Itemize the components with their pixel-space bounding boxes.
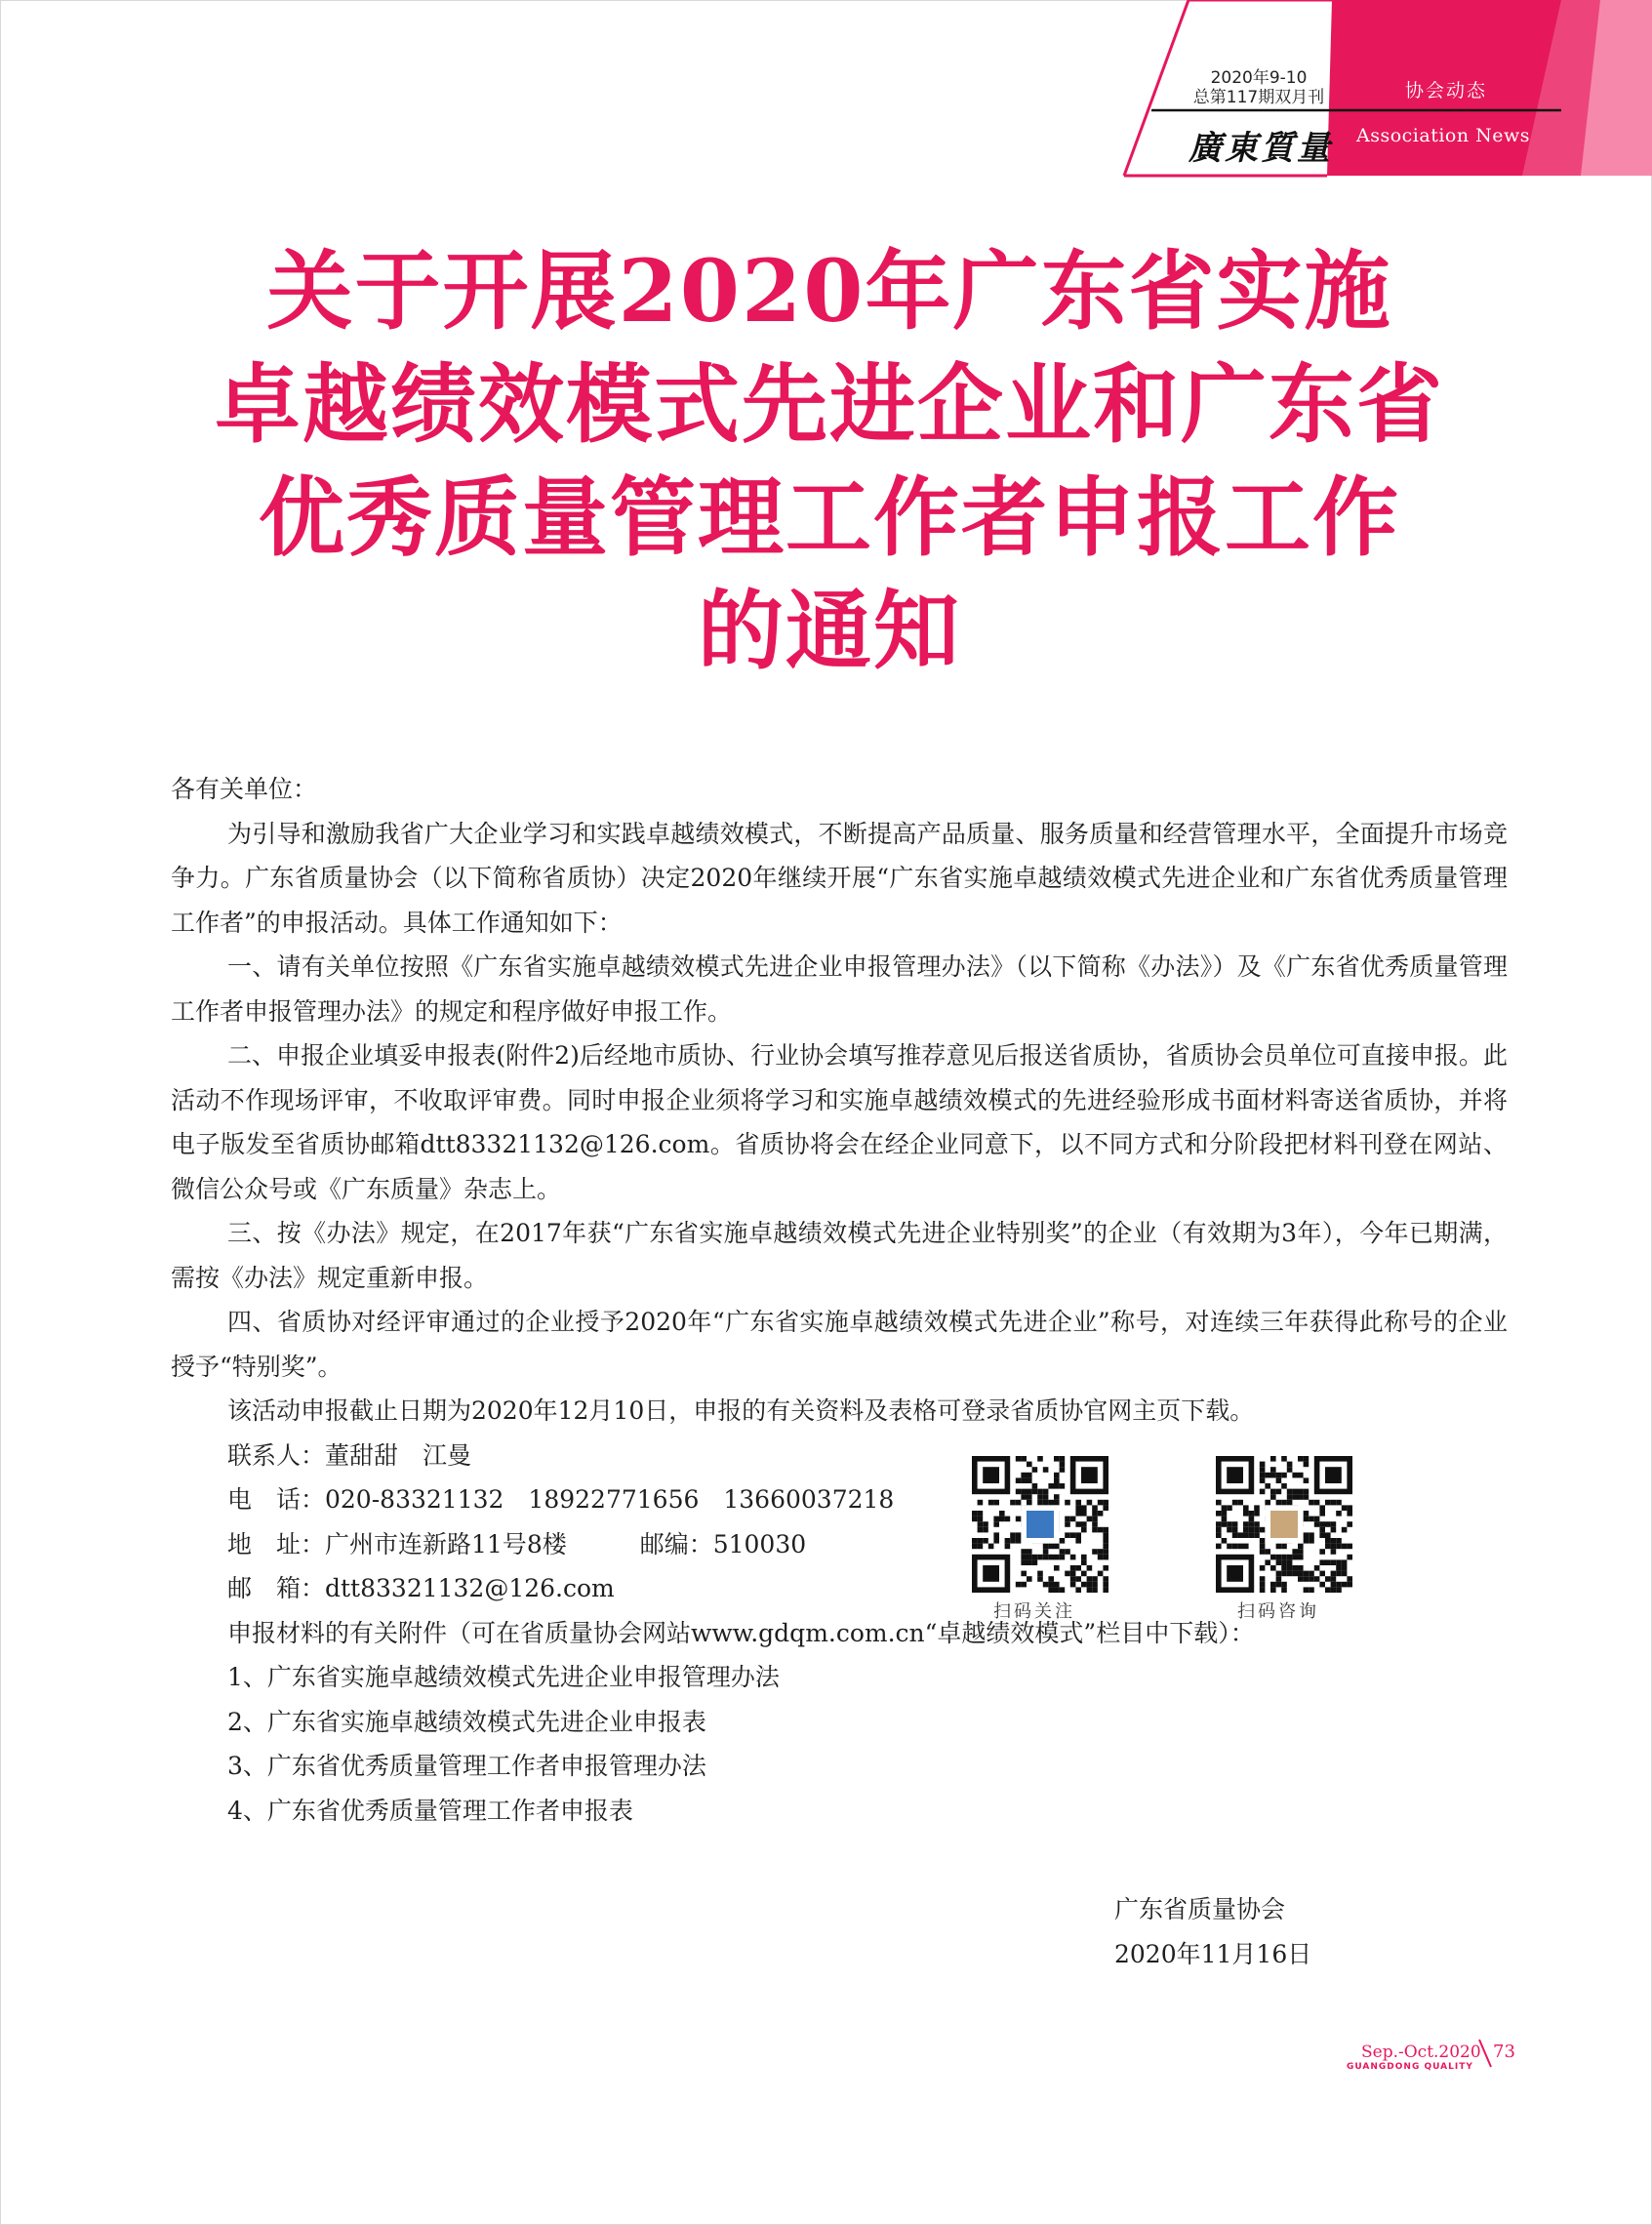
contact-person: 联系人：董甜甜 江曼 [227, 1440, 472, 1470]
footer-issue: Sep.-Oct.2020 [1361, 2043, 1481, 2062]
notice-body [171, 767, 1508, 1833]
column-title-cn: 协会动态 [1405, 80, 1488, 101]
signature [1114, 1887, 1311, 1976]
footer-slash [1475, 2038, 1495, 2069]
footer-brand: GUANGDONG QUALITY [1347, 2062, 1473, 2072]
magazine-logo: 廣東質量 [1189, 129, 1333, 168]
paragraph: 二、申报企业填妥申报表(附件2)后经地市质协、行业协会填写推荐意见后报送省质协，省质协会员单位可直接申报。此活动不作现场评审，不收取评审费。同时申报企业须将学习和实施卓越绩效模式的先进经验形成书面材料寄送省质协，并将电子版发至省质协邮箱dtt83321132@126.com。省质协将会在经企业同意下，以不同方式和分阶段把材料刊登在网站、微信公众号或《广东质量》杂志上。 [171, 1041, 1508, 1203]
qr-caption-consult: 扫码咨询 [1237, 1601, 1319, 1622]
paragraph: 四、省质协对经评审通过的企业授予2020年“广东省实施卓越绩效模式先进企业”称号，对连续三年获得此称号的企业授予“特别奖”。 [171, 1308, 1508, 1381]
issue-line-2: 总第117期双月刊 [1192, 88, 1325, 107]
paragraph: 三、按《办法》规定，在2017年获“广东省实施卓越绩效模式先进企业特别奖”的企业（有效期为3年），今年已期满，需按《办法》规定重新申报。 [171, 1219, 1508, 1292]
paragraph: 为引导和激励我省广大企业学习和实践卓越绩效模式，不断提高产品质量、服务质量和经营管理水平，全面提升市场竞争力。广东省质量协会（以下简称省质协）决定2020年继续开展“广东省实施卓越绩效模式先进企业和广东省优秀质量管理工作者”的申报活动。具体工作通知如下： [171, 819, 1508, 937]
signature-date: 2020年11月16日 [1114, 1939, 1312, 1968]
attachment-item: 4、广东省优秀质量管理工作者申报表 [227, 1796, 633, 1825]
title-line: 卓越绩效模式先进企业和广东省 [214, 353, 1444, 455]
qr-caption-follow: 扫码关注 [993, 1601, 1075, 1622]
issue-line-1: 2020年9-10 [1210, 68, 1308, 88]
qr-code-follow [972, 1456, 1108, 1593]
page-title [146, 234, 1512, 687]
contact-address: 地 址：广州市连新路11号8楼 邮编：510030 [227, 1529, 807, 1558]
title-line: 关于开展2020年广东省实施 [266, 240, 1392, 342]
column-title-en: Association News [1356, 125, 1531, 146]
qr-code-consult [1216, 1456, 1352, 1593]
title-line: 优秀质量管理工作者申报工作 [258, 466, 1400, 568]
paragraph: 该活动申报截止日期为2020年12月10日，申报的有关资料及表格可登录省质协官网主页下载。 [227, 1396, 1255, 1425]
attachment-item: 1、广东省实施卓越绩效模式先进企业申报管理办法 [227, 1663, 780, 1691]
attachment-item: 2、广东省实施卓越绩效模式先进企业申报表 [227, 1707, 706, 1736]
issue-info [1186, 68, 1332, 107]
attachments-intro: 申报材料的有关附件（可在省质量协会网站www.gdqm.com.cn“卓越绩效模式”栏目中下载）： [227, 1618, 1255, 1647]
title-line: 的通知 [697, 580, 961, 681]
attachment-item: 3、广东省优秀质量管理工作者申报管理办法 [227, 1752, 706, 1780]
salutation: 各有关单位： [171, 775, 318, 803]
contact-email: 邮 箱：dtt83321132@126.com [227, 1574, 615, 1602]
contact-phone: 电 话：020-83321132 18922771656 13660037218 [227, 1485, 895, 1514]
page-number: 73 [1493, 2042, 1515, 2062]
signature-org: 广东省质量协会 [1114, 1895, 1286, 1923]
paragraph: 一、请有关单位按照《广东省实施卓越绩效模式先进企业申报管理办法》（以下简称《办法》）及《广东省优秀质量管理工作者申报管理办法》的规定和程序做好申报工作。 [171, 952, 1508, 1026]
